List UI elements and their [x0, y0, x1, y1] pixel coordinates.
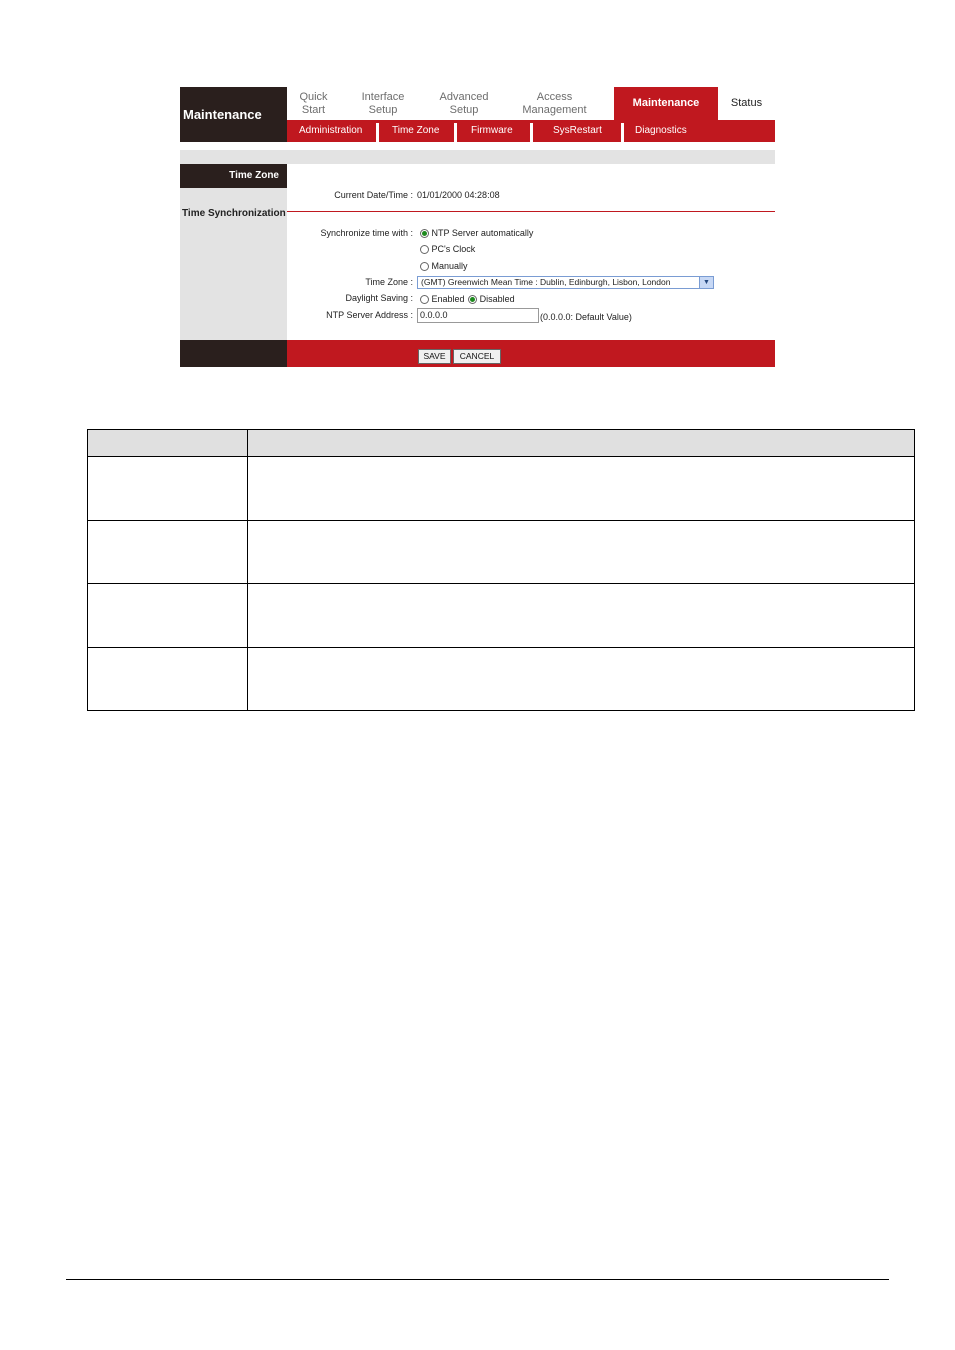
section-title: Time Zone — [229, 170, 279, 181]
sub-nav — [287, 120, 775, 142]
subnav-separator — [454, 123, 457, 142]
ntp-address-input[interactable]: 0.0.0.0 — [417, 308, 539, 323]
table-row-divider — [88, 583, 914, 584]
subnav-separator — [530, 123, 533, 142]
section-divider — [287, 211, 775, 212]
tab-access-management[interactable]: Access Management — [522, 90, 587, 116]
sync-label: Synchronize time with : — [320, 228, 413, 238]
grey-spacer-bar — [180, 150, 775, 164]
timezone-label: Time Zone : — [365, 277, 413, 287]
current-time-label: Current Date/Time : — [334, 190, 413, 200]
tab-maintenance[interactable]: Maintenance — [614, 87, 718, 120]
subtab-diagnostics[interactable]: Diagnostics — [635, 125, 687, 136]
table-header — [88, 430, 914, 457]
brand-block — [180, 87, 287, 142]
ntp-label: NTP Server Address : — [326, 310, 413, 320]
current-time-value: 01/01/2000 04:28:08 — [417, 190, 500, 200]
timezone-select[interactable]: (GMT) Greenwich Mean Time : Dublin, Edinburgh, Lisbon, London ▼ — [417, 276, 714, 289]
sync-option-pc-clock[interactable]: PC's Clock — [420, 244, 475, 254]
footer-button-bar — [287, 340, 775, 367]
top-nav — [287, 87, 775, 120]
ntp-hint: (0.0.0.0: Default Value) — [540, 312, 632, 322]
router-ui — [180, 87, 775, 367]
description-table — [87, 429, 915, 711]
radio-daylight-enabled[interactable] — [420, 295, 429, 304]
table-row-divider — [88, 647, 914, 648]
table-row-divider — [88, 520, 914, 521]
subtab-time-zone[interactable]: Time Zone — [392, 125, 440, 136]
table-column-divider — [247, 430, 248, 710]
daylight-label: Daylight Saving : — [345, 293, 413, 303]
section-title-block — [180, 164, 287, 188]
chevron-down-icon: ▼ — [699, 277, 713, 288]
tab-advanced-setup[interactable]: Advanced Setup — [439, 90, 489, 116]
subtab-firmware[interactable]: Firmware — [471, 125, 513, 136]
sync-option-ntp[interactable]: NTP Server automatically — [420, 228, 533, 238]
radio-ntp[interactable] — [420, 229, 429, 238]
tab-interface-setup[interactable]: Interface Setup — [361, 90, 405, 116]
radio-pc-clock[interactable] — [420, 245, 429, 254]
tab-status[interactable]: Status — [730, 97, 763, 109]
sync-option-manually[interactable]: Manually — [420, 261, 468, 271]
save-button[interactable]: SAVE — [418, 349, 451, 364]
cancel-button[interactable]: CANCEL — [453, 349, 501, 364]
brand-title: Maintenance — [183, 107, 262, 122]
subnav-separator — [621, 123, 624, 142]
footer-left-block — [180, 340, 287, 367]
subtab-sysrestart[interactable]: SysRestart — [553, 125, 602, 136]
radio-daylight-disabled[interactable] — [468, 295, 477, 304]
tab-quick-start[interactable]: Quick Start — [299, 90, 328, 116]
page-footer-rule — [66, 1279, 889, 1280]
radio-manually[interactable] — [420, 262, 429, 271]
daylight-options: Enabled Disabled — [420, 294, 515, 304]
subtab-administration[interactable]: Administration — [299, 125, 363, 136]
subnav-separator — [376, 123, 379, 142]
section-subtitle: Time Synchronization — [182, 208, 286, 219]
